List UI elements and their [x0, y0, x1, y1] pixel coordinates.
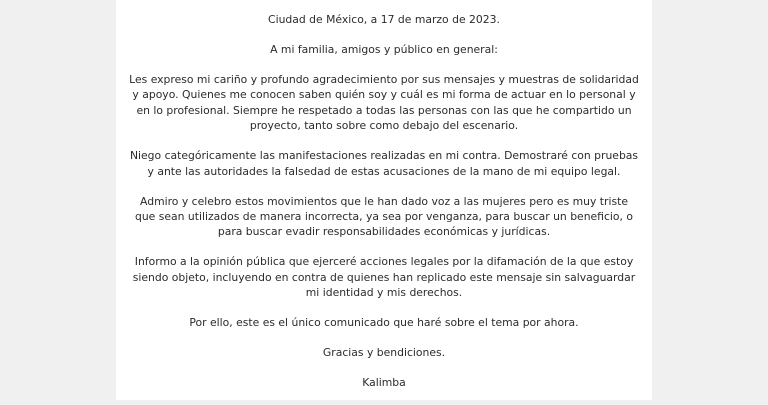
signature-line: Kalimba	[362, 376, 406, 390]
paragraph-line: siendo objeto, incluyendo en contra de quienes han replicado este mensaje sin salvaguardar	[132, 270, 636, 284]
paragraph-line: Admiro y celebro estos movimientos que le han dado voz a las mujeres pero es muy triste	[140, 194, 628, 208]
letter-body	[116, 12, 652, 405]
left-background	[0, 0, 116, 400]
paragraph-line: Informo a la opinión pública que ejerceré acciones legales por la difamación de la que estoy	[134, 255, 634, 269]
place-date	[116, 12, 652, 27]
paragraph-movements	[116, 194, 652, 240]
salutation	[116, 42, 652, 57]
closing	[116, 345, 652, 360]
signature	[116, 375, 652, 390]
paragraph-line: Por ello, este es el único comunicado que haré sobre el tema por ahora.	[189, 316, 579, 330]
paragraph-line: Niego categóricamente las manifestaciones realizadas en mi contra. Demostraré con pruebas	[129, 149, 639, 163]
place-date-line: Ciudad de México, a 17 de marzo de 2023.	[268, 13, 500, 26]
paragraph-line: y apoyo. Quienes me conocen saben quién soy y cuál es mi forma de actuar en lo personal y	[132, 88, 636, 102]
paragraph-final-statement	[116, 315, 652, 330]
paragraph-line: para buscar evadir responsabilidades económicas y jurídicas.	[217, 225, 551, 239]
paragraph-gratitude	[116, 72, 652, 134]
paragraph-line: proyecto, tanto sobre como debajo del escenario.	[249, 119, 519, 133]
letter-page	[116, 0, 652, 400]
closing-line: Gracias y bendiciones.	[322, 346, 446, 360]
salutation-line: A mi familia, amigos y público en general:	[270, 43, 498, 56]
paragraph-line: mi identidad y mis derechos.	[305, 286, 463, 300]
paragraph-legal-action	[116, 254, 652, 300]
paragraph-line: y ante las autoridades la falsedad de estas acusaciones de la mano de mi equipo legal.	[147, 164, 621, 178]
paragraph-line: que sean utilizados de manera incorrecta, ya sea por venganza, para buscar un beneficio, o	[134, 210, 633, 224]
right-background	[652, 0, 768, 400]
paragraph-denial	[116, 148, 652, 179]
paragraph-line: en lo profesional. Siempre he respetado a todas las personas con las que he compartido un	[136, 103, 632, 117]
paragraph-line: Les expreso mi cariño y profundo agradecimiento por sus mensajes y muestras de solidaridad	[129, 73, 639, 86]
